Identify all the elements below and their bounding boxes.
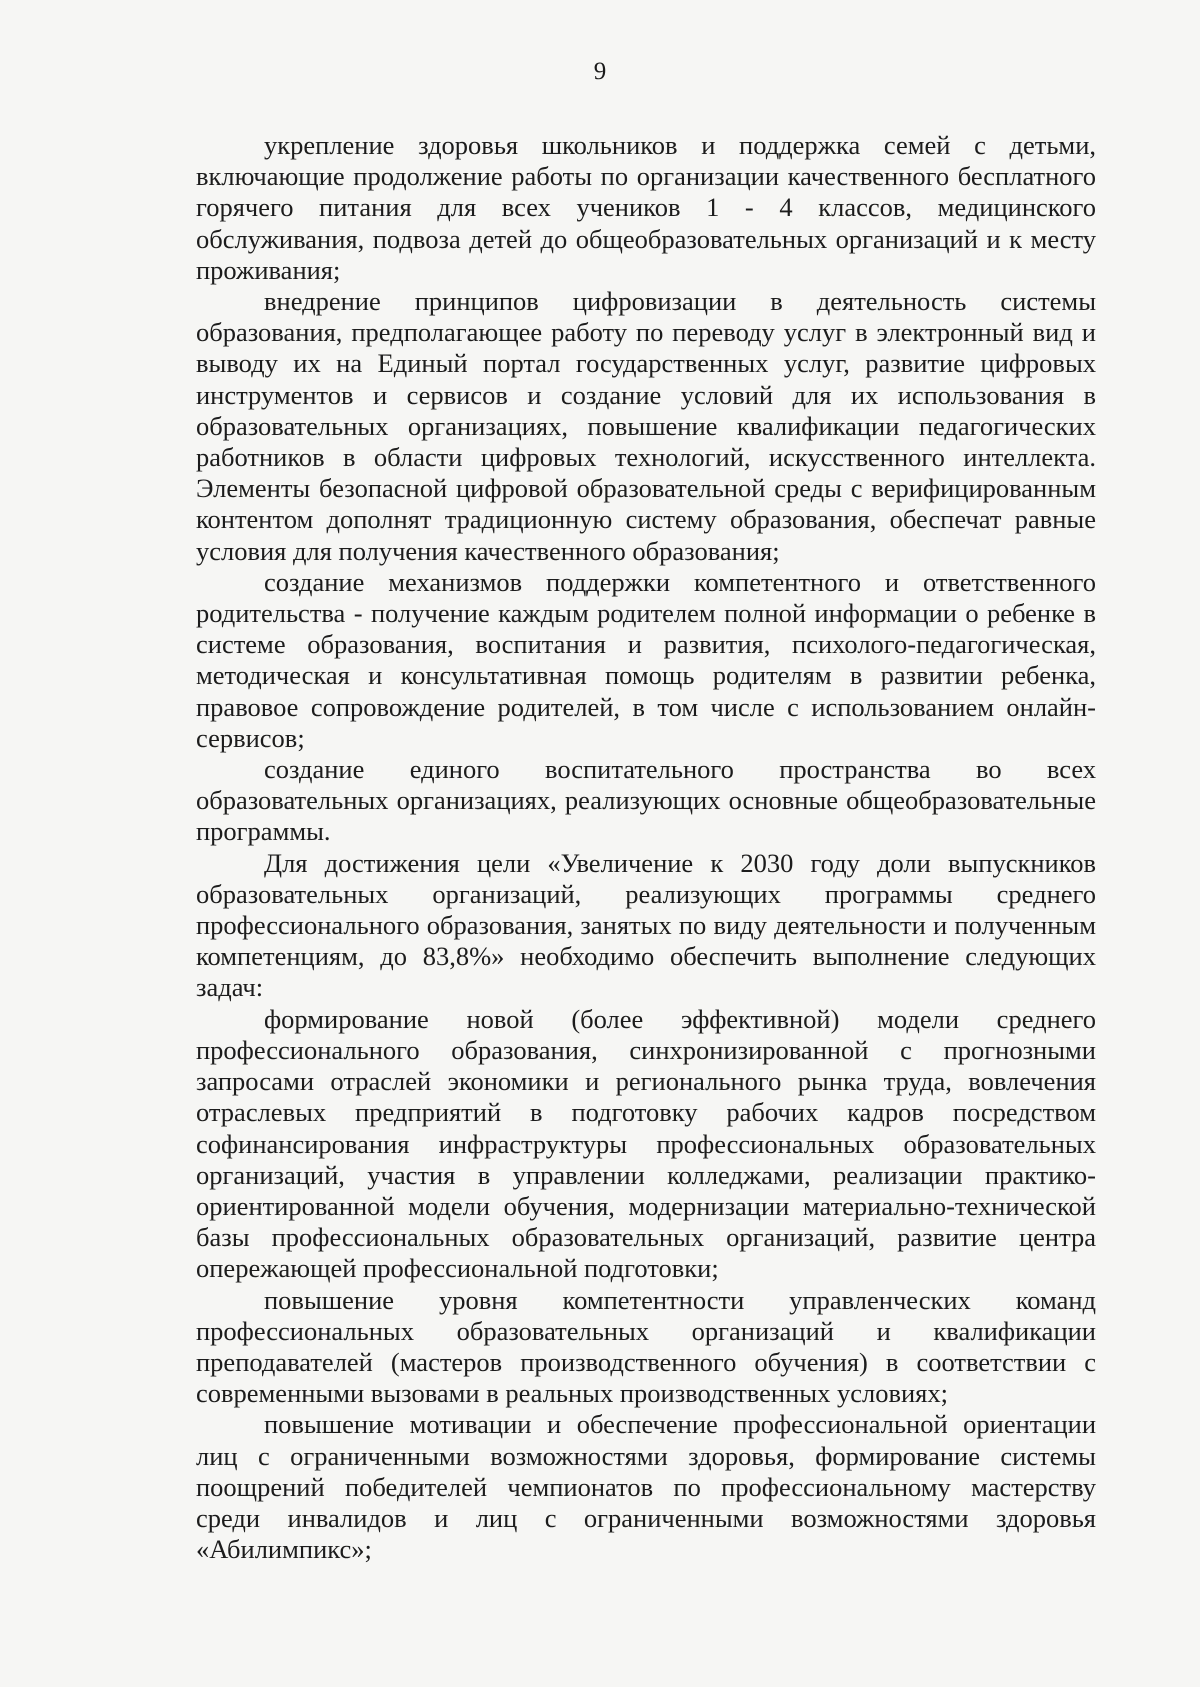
paragraph-abilympics: повышение мотивации и обеспечение профессиональной ориентации лиц с ограниченными возможностями здоровья, формирование системы поощрений победителей чемпионатов по профессиональному мастерству среди инвалидов и лиц с ограниченными возможностями здоровья «Абилимпикс»;: [196, 1409, 1096, 1565]
document-body: [196, 130, 1096, 1565]
paragraph-health-support: укрепление здоровья школьников и поддержка семей с детьми, включающие продолжение работы по организации качественного бесплатного горячего питания для всех учеников 1 - 4 классов, медицинского обслуживания, подвоза детей до общеобразовательных организаций и к месту проживания;: [196, 130, 1096, 285]
paragraph-educational-space: создание единого воспитательного пространства во всех образовательных организациях, реализующих основные общеобразовательные программы.: [196, 754, 1096, 847]
paragraph-management-competence: повышение уровня компетентности управленческих команд профессиональных образовательных организаций и квалификации преподавателей (мастеров производственного обучения) в соответствии с современными вызовами в реальных производственных условиях;: [196, 1284, 1096, 1409]
paragraph-vocational-model: формирование новой (более эффективной) модели среднего профессионального образования, синхронизированной с прогнозными запросами отраслей экономики и регионального рынка труда, вовлечения отраслевых предприятий в подготовку рабочих кадров посредством софинансирования инфраструктуры профессиональных образовательных организаций, участия в управлении колледжами, реализации практико-ориентированной модели обучения, модернизации материально-технической базы профессиональных образовательных организаций, развитие центра опережающей профессиональной подготовки;: [196, 1003, 1096, 1284]
paragraph-parenting-support: создание механизмов поддержки компетентного и ответственного родительства - получение каждым родителем полной информации о ребенке в системе образования, воспитания и развития, психолого-педагогическая, методическая и консультативная помощь родителям в развитии ребенка, правовое сопровождение родителей, в том числе с использованием онлайн-сервисов;: [196, 566, 1096, 753]
paragraph-goal-2030: Для достижения цели «Увеличение к 2030 году доли выпускников образовательных организаций, реализующих программы среднего профессионального образования, занятых по виду деятельности и полученным компетенциям, до 83,8%» необходимо обеспечить выполнение следующих задач:: [196, 847, 1096, 1003]
page-number: 9: [593, 58, 607, 85]
paragraph-digitalization: внедрение принципов цифровизации в деятельность системы образования, предполагающее работу по переводу услуг в электронный вид и выводу их на Единый портал государственных услуг, развитие цифровых инструментов и сервисов и создание условий для их использования в образовательных организациях, повышение квалификации педагогических работников в области цифровых технологий, искусственного интеллекта. Элементы безопасной цифровой образовательной среды с верифицированным контентом дополнят традиционную систему образования, обеспечат равные условия для получения качественного образования;: [196, 286, 1096, 566]
